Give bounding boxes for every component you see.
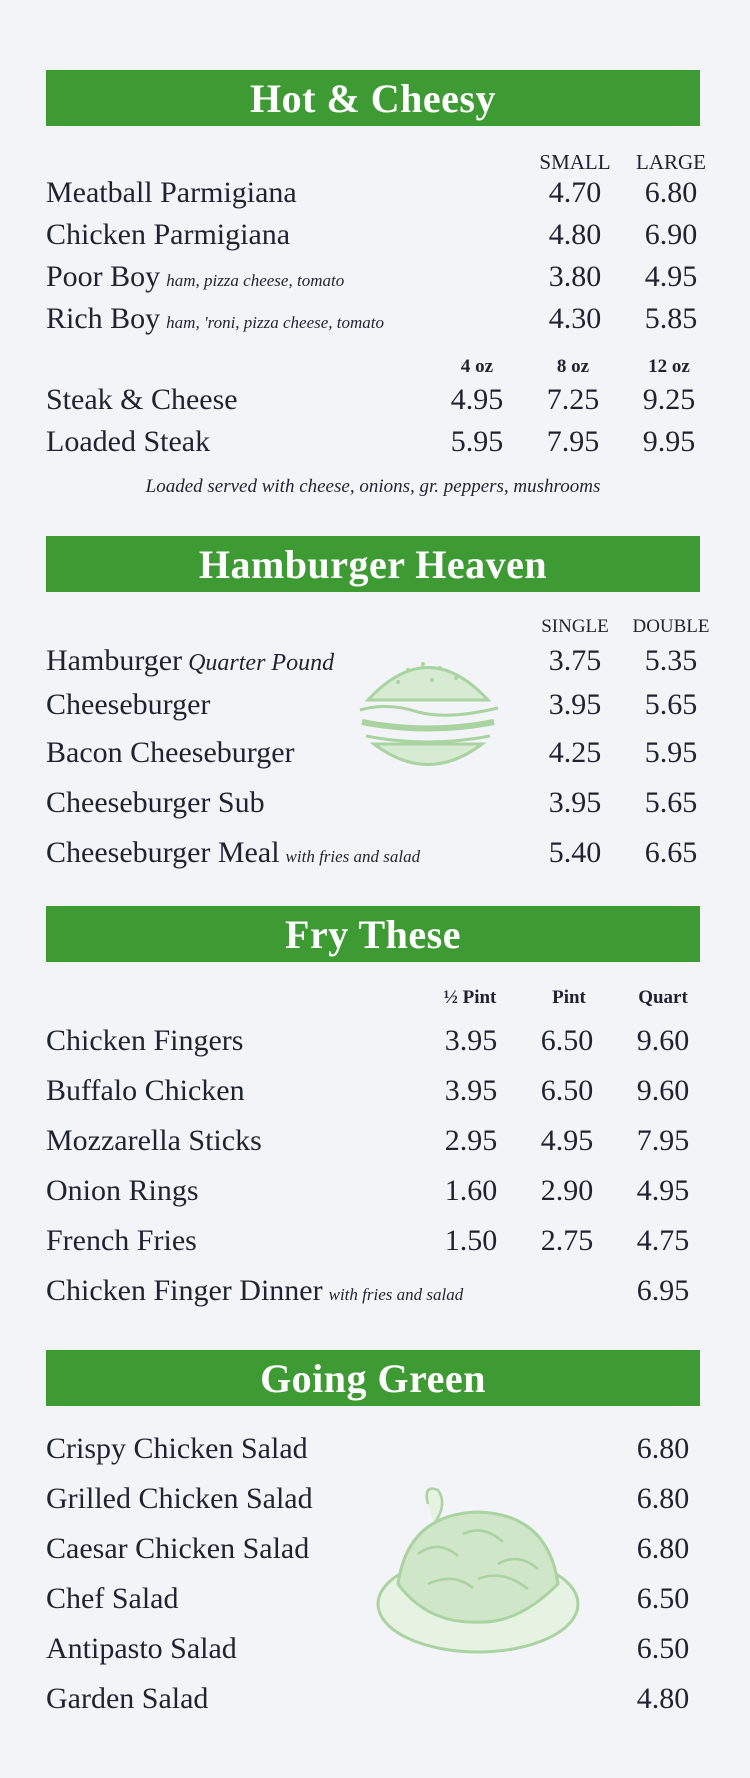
- menu-item: [46, 302, 706, 342]
- menu-item: [46, 1482, 706, 1522]
- item-price-half-pint: 1.60: [444, 1174, 498, 1207]
- item-name: Chef Salad: [46, 1582, 179, 1615]
- item-price-single: 4.25: [548, 736, 602, 769]
- item-price-double: 6.65: [644, 836, 698, 869]
- item-price-large: 6.80: [644, 176, 698, 209]
- item-price-half-pint: 3.95: [444, 1074, 498, 1107]
- item-price-pint: 4.95: [540, 1124, 594, 1157]
- menu-item: [46, 260, 706, 300]
- item-price-quart: 9.60: [636, 1024, 690, 1057]
- menu-item: [46, 1124, 706, 1164]
- item-price-single: 3.95: [548, 688, 602, 721]
- menu-item: [46, 786, 706, 826]
- item-description: ham, pizza cheese, tomato: [166, 271, 345, 290]
- item-price-double: 5.65: [644, 786, 698, 819]
- item-name: Garden Salad: [46, 1682, 209, 1715]
- col-header-4oz: 4 oz: [460, 356, 494, 377]
- item-name: Cheeseburger: [46, 688, 211, 721]
- item-price-pint: 6.50: [540, 1024, 594, 1057]
- item-price-quart: 7.95: [636, 1124, 690, 1157]
- item-name: Onion Rings: [46, 1174, 199, 1207]
- col-header-small: SMALL: [539, 150, 611, 174]
- item-price-pint: 2.75: [540, 1224, 594, 1257]
- item-price-large: 6.90: [644, 218, 698, 251]
- col-header-quart: Quart: [638, 987, 688, 1008]
- item-price: 6.50: [636, 1582, 690, 1615]
- item-price-12oz: 9.95: [642, 425, 696, 458]
- menu-item: [46, 1432, 706, 1472]
- section-banner-hamburger-heaven: Hamburger Heaven: [46, 536, 700, 592]
- item-price-12oz: 9.25: [642, 383, 696, 416]
- menu-item: [46, 688, 706, 728]
- item-name: French Fries: [46, 1224, 197, 1257]
- menu-item: [46, 1582, 706, 1622]
- item-price-pint: 2.90: [540, 1174, 594, 1207]
- item-description: Quarter Pound: [188, 650, 335, 676]
- section-banner-fry-these: Fry These: [46, 906, 700, 962]
- section-note: Loaded served with cheese, onions, gr. peppers, mushrooms: [145, 476, 601, 497]
- item-price-large: 5.85: [644, 302, 698, 335]
- item-name: Buffalo Chicken: [46, 1074, 245, 1107]
- menu-item: [46, 1024, 706, 1064]
- item-price-quart: 4.95: [636, 1174, 690, 1207]
- item-price: 6.50: [636, 1632, 690, 1665]
- item-price-4oz: 4.95: [450, 383, 504, 416]
- item-description: ham, 'roni, pizza cheese, tomato: [166, 313, 385, 332]
- item-price-8oz: 7.95: [546, 425, 600, 458]
- menu-item: [46, 1274, 706, 1314]
- item-name: Antipasto Salad: [46, 1632, 237, 1665]
- col-header-12oz: 12 oz: [648, 356, 690, 377]
- menu-item: [46, 1174, 706, 1214]
- item-price-single: 5.40: [548, 836, 602, 869]
- item-price-single: 3.75: [548, 644, 602, 677]
- item-price-quart: 6.95: [636, 1274, 690, 1307]
- item-name: Chicken Parmigiana: [46, 218, 291, 251]
- item-description: with fries and salad: [285, 847, 421, 866]
- item-price-quart: 4.75: [636, 1224, 690, 1257]
- section-banner-going-green: Going Green: [46, 1350, 700, 1406]
- item-price-large: 4.95: [644, 260, 698, 293]
- item-name: Caesar Chicken Salad: [46, 1532, 310, 1565]
- item-description: with fries and salad: [328, 1285, 464, 1304]
- item-name: Meatball Parmigiana: [46, 176, 297, 209]
- item-price-4oz: 5.95: [450, 425, 504, 458]
- item-price-single: 3.95: [548, 786, 602, 819]
- item-price-double: 5.65: [644, 688, 698, 721]
- item-name: Poor Boy ham, pizza cheese, tomato: [46, 260, 345, 293]
- section-banner-hot-cheesy: Hot & Cheesy: [46, 70, 700, 126]
- menu-item: [46, 1224, 706, 1264]
- menu-item: [46, 736, 706, 776]
- menu-item: [46, 425, 706, 465]
- menu-item: [46, 836, 706, 876]
- item-price-small: 4.30: [548, 302, 602, 335]
- item-price: 6.80: [636, 1482, 690, 1515]
- menu-item: [46, 644, 706, 684]
- item-price-quart: 9.60: [636, 1074, 690, 1107]
- col-header-double: DOUBLE: [632, 616, 710, 637]
- menu-item: [46, 1682, 706, 1722]
- col-header-pint: Pint: [552, 987, 586, 1008]
- menu-item: [46, 1632, 706, 1672]
- item-price-half-pint: 2.95: [444, 1124, 498, 1157]
- item-price: 6.80: [636, 1532, 690, 1565]
- item-name: Cheeseburger Meal with fries and salad: [46, 836, 421, 869]
- item-price-8oz: 7.25: [546, 383, 600, 416]
- item-name: Cheeseburger Sub: [46, 786, 265, 819]
- item-price-small: 4.70: [548, 176, 602, 209]
- menu-item: [46, 218, 706, 258]
- item-price-pint: 6.50: [540, 1074, 594, 1107]
- item-price-half-pint: 3.95: [444, 1024, 498, 1057]
- item-name: Chicken Finger Dinner with fries and salad: [46, 1274, 464, 1307]
- item-price-half-pint: 1.50: [444, 1224, 498, 1257]
- item-name: Bacon Cheeseburger: [46, 736, 295, 769]
- item-price-small: 3.80: [548, 260, 602, 293]
- item-price-double: 5.95: [644, 736, 698, 769]
- menu-item: [46, 176, 706, 216]
- menu-item: [46, 1074, 706, 1114]
- item-name: Steak & Cheese: [46, 383, 238, 416]
- item-name: Chicken Fingers: [46, 1024, 244, 1057]
- col-header-large: LARGE: [636, 150, 706, 174]
- item-name: Rich Boy ham, 'roni, pizza cheese, tomato: [46, 302, 385, 335]
- item-price: 6.80: [636, 1432, 690, 1465]
- col-header-half-pint: ½ Pint: [443, 987, 497, 1008]
- menu-item: [46, 383, 706, 423]
- item-name: Hamburger Quarter Pound: [46, 644, 335, 677]
- item-name: Crispy Chicken Salad: [46, 1432, 308, 1465]
- item-price: 4.80: [636, 1682, 690, 1715]
- item-name: Loaded Steak: [46, 425, 211, 458]
- item-price-double: 5.35: [644, 644, 698, 677]
- col-header-8oz: 8 oz: [556, 356, 590, 377]
- item-name: Grilled Chicken Salad: [46, 1482, 313, 1515]
- col-header-single: SINGLE: [541, 616, 609, 637]
- item-name: Mozzarella Sticks: [46, 1124, 262, 1157]
- item-price-small: 4.80: [548, 218, 602, 251]
- menu-item: [46, 1532, 706, 1572]
